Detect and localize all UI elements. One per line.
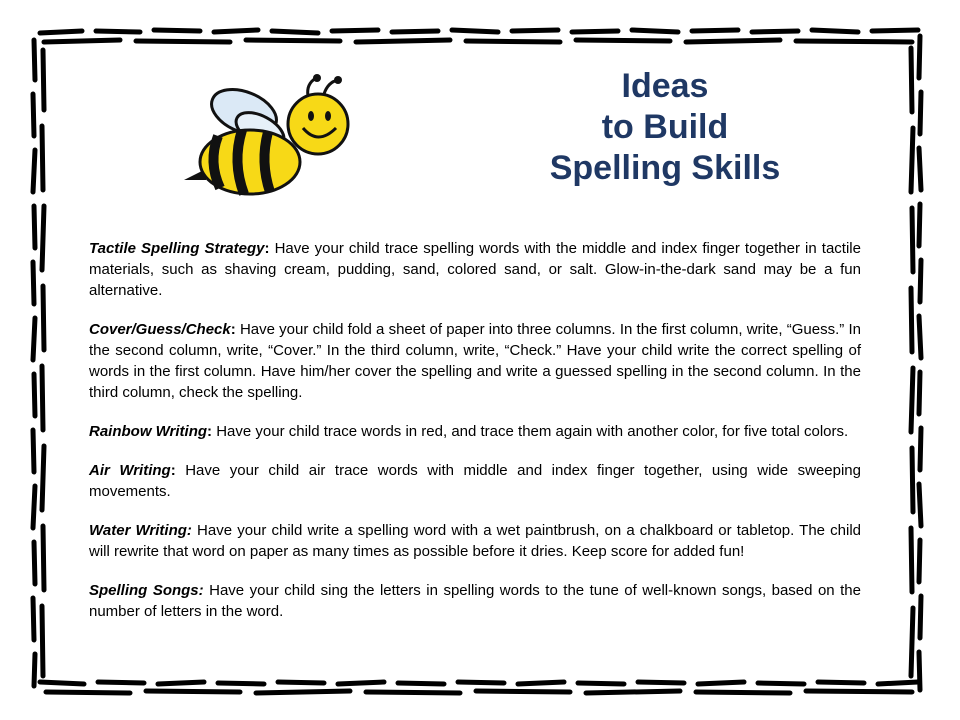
tip-heading: Rainbow Writing — [89, 423, 208, 440]
tip-text: Have your child trace words in red, and trace them again with another color, for five total colors. — [212, 423, 849, 440]
tip-separator: : — [264, 240, 270, 257]
tip-air-writing — [89, 460, 861, 502]
tip-heading: Air Writing — [89, 462, 171, 479]
tip-text: Have your child write a spelling word with a wet paintbrush, on a chalkboard or tabletop. The child will rewrite that word on paper as many times as possible before it dries. Keep score for added fun! — [89, 522, 862, 560]
tip-text: Have your child sing the letters in spelling words to the tune of well-known songs, based on the number of letters in the word. — [89, 582, 861, 620]
tip-cover-guess-check — [89, 319, 861, 403]
page-title — [520, 66, 810, 189]
tip-text: Have your child air trace words with middle and index finger together, using wide sweeping movements. — [89, 462, 861, 500]
tip-rainbow-writing — [89, 421, 861, 442]
tip-separator: : — [170, 462, 176, 479]
tip-tactile-spelling — [89, 238, 861, 301]
tip-text: Have your child trace spelling words with the middle and index finger together in tactile materials, such as shaving cream, pudding, sand, colored sand, or salt. Glow-in-the-dark sand may be a fun alternative. — [89, 240, 861, 299]
tip-heading: Spelling Songs: — [89, 582, 204, 599]
title-line-1: Ideas — [621, 67, 709, 105]
bee-icon — [178, 72, 354, 202]
title-line-2: to Build — [601, 108, 729, 146]
tip-separator: : — [207, 423, 213, 440]
tip-spelling-songs — [89, 580, 861, 622]
title-line-3: Spelling Skills — [549, 149, 781, 187]
tip-separator: : — [230, 321, 236, 338]
tip-water-writing — [89, 520, 861, 562]
tip-heading: Water Writing: — [89, 522, 192, 539]
tip-heading: Cover/Guess/Check — [89, 321, 231, 338]
tip-heading: Tactile Spelling Strategy — [89, 240, 265, 257]
tips-list — [89, 238, 861, 640]
tip-text: Have your child fold a sheet of paper into three columns. In the first column, write, “Guess.” In the second column, write, “Cover.” In the third column, write, “Check.” Have your child write the correct spelling of words in the first column. Have him/her cover the spelling and write a guessed spelling in the second column. In the third column, check the spelling. — [89, 321, 861, 401]
